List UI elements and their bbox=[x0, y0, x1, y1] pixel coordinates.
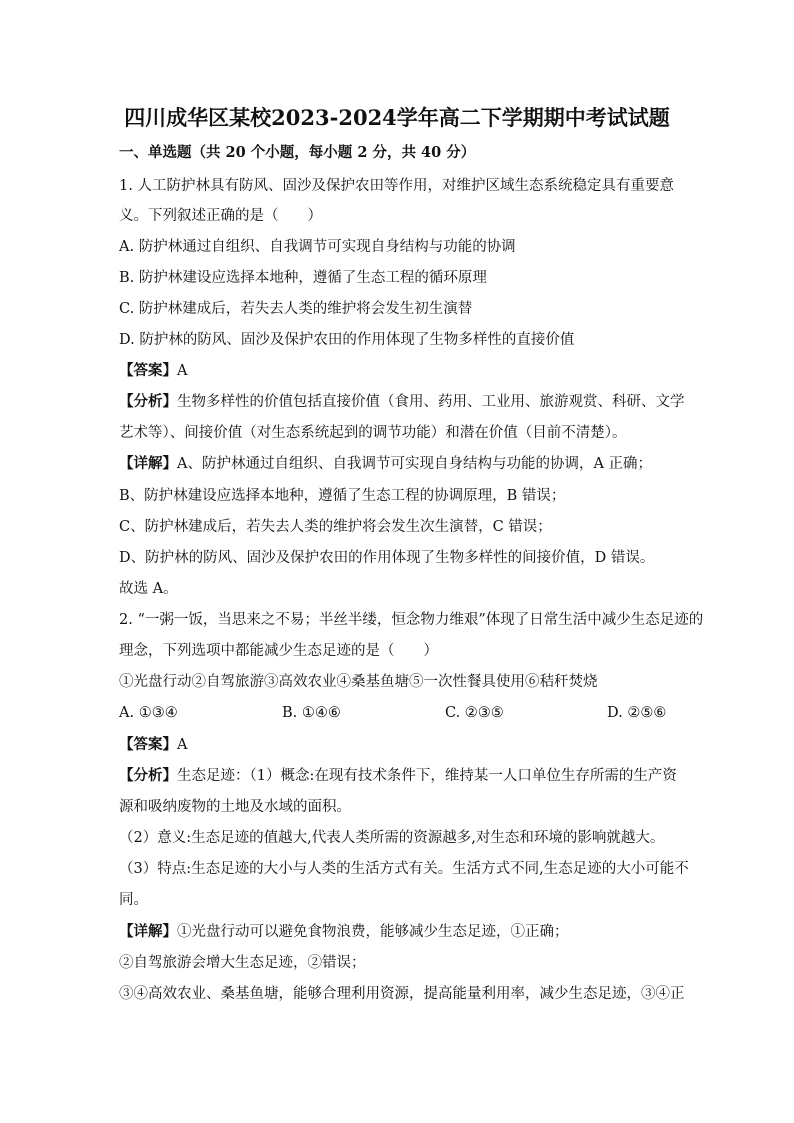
q1-option-b: B. 防护林建设应选择本地种，遵循了生态工程的循环原理 bbox=[119, 270, 487, 286]
q2-detail-line-3: ③④高效农业、桑基鱼塘，能够合理利用资源，提高能量利用率，减少生态足迹，③④正 bbox=[119, 986, 685, 1002]
q2-detail-line-1 bbox=[119, 922, 569, 942]
q2-items: ①光盘行动②自驾旅游③高效农业④桑基鱼塘⑤一次性餐具使用⑥秸秆焚烧 bbox=[119, 674, 598, 690]
q1-option-d: D. 防护林的防风、固沙及保护农田的作用体现了生物多样性的直接价值 bbox=[119, 332, 575, 348]
q1-detail-tag: 【详解】 bbox=[119, 455, 177, 472]
q1-detail-line-3: C、防护林建成后，若失去人类的维护将会发生次生演替，C 错误； bbox=[119, 519, 552, 535]
q2-analysis-line-3: （2）意义:生态足迹的值越大,代表人类所需的资源越多,对生态和环境的影响就越大。 bbox=[119, 830, 665, 846]
q1-detail-line-4: D、防护林的防风、固沙及保护农田的作用体现了生物多样性的间接价值，D 错误。 bbox=[119, 550, 655, 566]
q1-conclusion: 故选 A。 bbox=[119, 581, 178, 597]
page-title: 四川成华区某校2023-2024学年高二下学期期中考试试题 bbox=[124, 105, 670, 130]
q1-option-c: C. 防护林建成后，若失去人类的维护将会发生初生演替 bbox=[119, 301, 473, 317]
q1-detail-line-1 bbox=[119, 454, 652, 474]
q2-stem-line-1: 2. “一粥一饭，当思来之不易；半丝半缕，恒念物力维艰”体现了日常生活中减少生态足迹的 bbox=[119, 612, 704, 628]
q1-detail-text-1: A、防护林通过自组织、自我调节可实现自身结构与功能的协调，A 正确； bbox=[177, 456, 653, 472]
q2-analysis-text-1: 生态足迹：（1）概念:在现有技术条件下，维持某一人口单位生存所需的生产资 bbox=[177, 768, 677, 784]
q1-answer-value: A bbox=[177, 363, 188, 379]
q2-answer bbox=[119, 735, 187, 755]
q1-detail-line-2: B、防护林建设应选择本地种，遵循了生态工程的协调原理，B 错误； bbox=[119, 488, 566, 504]
q1-stem-line-2: 义。下列叙述正确的是（ ） bbox=[119, 208, 322, 224]
q2-stem-line-2: 理念，下列选项中都能减少生态足迹的是（ ） bbox=[119, 643, 438, 659]
q1-analysis-tag: 【分析】 bbox=[119, 393, 177, 410]
section-heading: 一、单选题（共 20 个小题，每小题 2 分，共 40 分） bbox=[119, 144, 476, 161]
q1-option-a: A. 防护林通过自组织、自我调节可实现自身结构与功能的协调 bbox=[119, 239, 516, 255]
q2-detail-text-1: ①光盘行动可以避免食物浪费，能够减少生态足迹，①正确； bbox=[177, 924, 569, 940]
q2-detail-tag: 【详解】 bbox=[119, 923, 177, 940]
q2-answer-tag: 【答案】 bbox=[119, 736, 177, 753]
q1-analysis-text-1: 生物多样性的价值包括直接价值（食用、药用、工业用、旅游观赏、科研、文学 bbox=[177, 394, 685, 410]
q2-answer-value: A bbox=[177, 737, 188, 753]
q2-option-a: A. ①③④ bbox=[119, 705, 178, 721]
q2-analysis-line-2: 源和吸纳废物的土地及水域的面积。 bbox=[119, 799, 351, 815]
q2-option-b: B. ①④⑥ bbox=[282, 705, 341, 721]
q2-detail-line-2: ②自驾旅游会增大生态足迹，②错误； bbox=[119, 955, 366, 971]
q2-option-d: D. ②⑤⑥ bbox=[607, 705, 667, 721]
q1-analysis-line-2: 艺术等）、间接价值（对生态系统起到的调节功能）和潜在价值（目前不清楚）。 bbox=[119, 425, 627, 441]
q2-option-c: C. ②③⑤ bbox=[445, 705, 504, 721]
q1-stem-line-1: 1. 人工防护林具有防风、固沙及保护农田等作用，对维护区域生态系统稳定具有重要意 bbox=[119, 178, 674, 194]
q2-analysis-tag: 【分析】 bbox=[119, 767, 177, 784]
q2-analysis-line-5: 同。 bbox=[119, 892, 148, 908]
q2-analysis-line-1 bbox=[119, 766, 677, 786]
q2-analysis-line-4: （3）特点:生态足迹的大小与人类的生活方式有关。生活方式不同,生态足迹的大小可能不 bbox=[119, 861, 689, 877]
q1-answer bbox=[119, 361, 187, 381]
q1-answer-tag: 【答案】 bbox=[119, 362, 177, 379]
q1-analysis-line-1 bbox=[119, 392, 685, 412]
